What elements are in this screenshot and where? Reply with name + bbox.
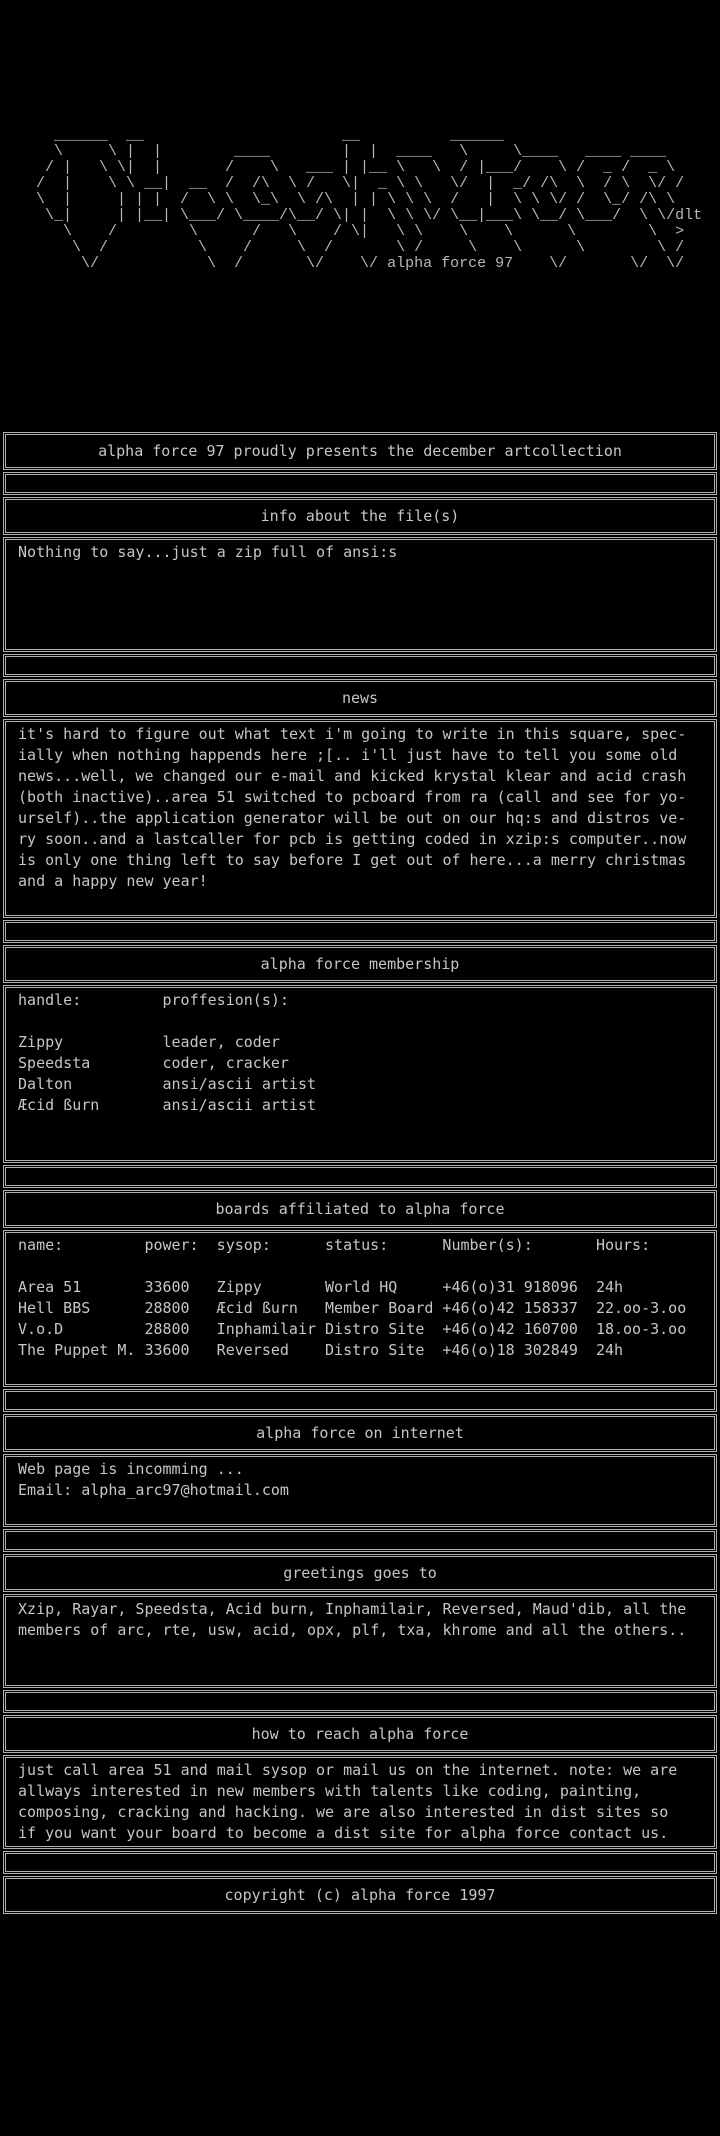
spacer-box	[3, 1389, 717, 1412]
reach-line: if you want your board to become a dist site for alpha force contact us.	[18, 1824, 669, 1842]
news-section-title-box	[3, 679, 717, 717]
blank-line	[9, 1662, 711, 1683]
internet-email-line: Email: alpha_arc97@hotmail.com	[18, 1481, 289, 1499]
board-hours: 18.oo-3.oo	[595, 1320, 687, 1338]
membership-row	[9, 1074, 711, 1095]
boards-header-status: status:	[325, 1236, 389, 1254]
board-status: Distro Site	[325, 1320, 425, 1338]
board-row	[9, 1298, 711, 1319]
internet-section-body-box	[3, 1454, 717, 1527]
info-section-title: info about the file(s)	[260, 507, 460, 525]
boards-section-title-box	[3, 1190, 717, 1228]
news-line: and a happy new year!	[18, 872, 208, 890]
board-number: +46(o)31 918096	[442, 1278, 578, 1296]
board-name: Area 51	[18, 1278, 82, 1296]
membership-header-row	[9, 990, 711, 1011]
boards-section-title: boards affiliated to alpha force	[215, 1200, 505, 1218]
nfo-page	[0, 128, 720, 2136]
membership-section-title-box	[3, 945, 717, 983]
content-boxes	[0, 432, 720, 1914]
blank-line	[9, 626, 711, 647]
board-sysop: Reversed	[216, 1341, 289, 1359]
board-sysop: Æcid ßurn	[216, 1299, 298, 1317]
ascii-logo-line: \ / \ / \ / \ / \ \ \ \ /	[0, 239, 685, 256]
membership-section-title: alpha force membership	[260, 955, 460, 973]
boards-header-name: name:	[18, 1236, 64, 1254]
board-row	[9, 1277, 711, 1298]
news-line: it's hard to figure out what text i'm going to write in this square, spec-	[18, 725, 687, 743]
board-power: 28800	[144, 1320, 190, 1338]
member-handle: Æcid ßurn	[18, 1096, 100, 1114]
blank-line	[9, 563, 711, 584]
member-proffesion: coder, cracker	[162, 1054, 289, 1072]
greetings-line: Xzip, Rayar, Speedsta, Acid burn, Inphamilair, Reversed, Maud'dib, all the	[18, 1600, 687, 1618]
presents-banner-text: alpha force 97 proudly presents the december artcollection	[98, 442, 622, 460]
board-number: +46(o)42 160700	[442, 1320, 578, 1338]
spacer-box	[3, 472, 717, 495]
info-body-text: Nothing to say...just a zip full of ansi:s	[18, 543, 398, 561]
blank-line	[9, 892, 711, 913]
news-line: news...well, we changed our e-mail and kicked krystal klear and acid crash	[18, 767, 687, 785]
blank-line	[9, 1641, 711, 1662]
ascii-logo-line: ______ __ __ ______	[0, 127, 505, 144]
member-handle: Speedsta	[18, 1054, 91, 1072]
info-section-title-box	[3, 497, 717, 535]
spacer-box	[3, 1165, 717, 1188]
board-hours: 22.oo-3.oo	[595, 1299, 687, 1317]
membership-row	[9, 1095, 711, 1116]
internet-section-title-box	[3, 1414, 717, 1452]
blank-line	[9, 605, 711, 626]
board-hours: 24h	[595, 1278, 624, 1296]
internet-section-title: alpha force on internet	[256, 1424, 464, 1442]
membership-row	[9, 1032, 711, 1053]
board-number: +46(o)18 302849	[442, 1341, 578, 1359]
news-line: is only one thing left to say before I get out of here...a merry christmas	[18, 851, 687, 869]
board-hours: 24h	[595, 1341, 624, 1359]
board-sysop: Inphamilair	[216, 1320, 317, 1338]
reach-line: allways interested in new members with talents like coding, painting,	[18, 1782, 642, 1800]
reach-section-body-box	[3, 1755, 717, 1849]
boards-header-number: Number(s):	[442, 1236, 533, 1254]
boards-header-hours: Hours:	[595, 1236, 651, 1254]
copyright-text: copyright (c) alpha force 1997	[224, 1886, 496, 1904]
reach-section-title: how to reach alpha force	[251, 1725, 469, 1743]
member-proffesion: ansi/ascii artist	[162, 1075, 317, 1093]
spacer-box	[3, 1690, 717, 1713]
board-row	[9, 1340, 711, 1361]
spacer-box	[3, 920, 717, 943]
member-handle: Zippy	[18, 1033, 64, 1051]
news-section-body-box	[3, 719, 717, 918]
ascii-logo-line: \_| | |__| \___/ \____/\__/ \| | \ \ \/ \__|___\ \__/ \___/ \ \/dlt	[0, 207, 703, 224]
boards-header-power: power:	[144, 1236, 199, 1254]
greetings-section-body-box	[3, 1594, 717, 1688]
board-row	[9, 1319, 711, 1340]
board-power: 33600	[144, 1341, 190, 1359]
member-proffesion: ansi/ascii artist	[162, 1096, 317, 1114]
news-line: ry soon..and a lastcaller for pcb is getting coded in xzip:s computer..now	[18, 830, 687, 848]
internet-line: Web page is incomming ...	[18, 1460, 244, 1478]
ascii-logo-line: \/ \ / \/ \/ alpha force 97 \/ \/ \/	[0, 255, 685, 272]
ascii-logo-line: / | \ \ __| __ / /\ \ / \| _ \ \ \/ | _/ /\ \ / \ \/ /	[0, 175, 685, 192]
membership-table-box	[3, 985, 717, 1163]
ascii-logo-line: \ \ | | ____ | | ____ \ \____ ____ ____	[0, 143, 667, 160]
board-sysop: Zippy	[216, 1278, 262, 1296]
membership-header-proffesion: proffesion(s):	[162, 991, 289, 1009]
blank-line	[9, 1501, 711, 1522]
board-name: The Puppet M.	[18, 1341, 136, 1359]
board-status: Member Board	[325, 1299, 434, 1317]
blank-line	[9, 584, 711, 605]
ascii-logo-line: \ / \ / \ / \| \ \ \ \ \ \ >	[0, 223, 685, 240]
news-section-title: news	[341, 689, 379, 707]
board-number: +46(o)42 158337	[442, 1299, 578, 1317]
board-power: 28800	[144, 1299, 190, 1317]
board-name: Hell BBS	[18, 1299, 91, 1317]
board-status: Distro Site	[325, 1341, 425, 1359]
spacer-box	[3, 654, 717, 677]
reach-line: just call area 51 and mail sysop or mail us on the internet. note: we are	[18, 1761, 678, 1779]
ascii-logo-line: \ | | | | / \ \ \_\ \ /\ | | \ \ \ / | \ \ \/ / \_/ /\ \	[0, 191, 676, 208]
boards-table-box	[3, 1230, 717, 1387]
boards-header-row	[9, 1235, 711, 1256]
ascii-logo-line: / | \ \| | / \ ___ | |__ \ \ / |___/ \ / _ / _ \	[0, 159, 676, 176]
membership-row	[9, 1053, 711, 1074]
reach-line: composing, cracking and hacking. we are also interested in dist sites so	[18, 1803, 669, 1821]
blank-line	[9, 1256, 711, 1277]
member-proffesion: leader, coder	[162, 1033, 280, 1051]
news-line: ially when nothing happends here ;[.. i'll just have to tell you some old	[18, 746, 678, 764]
reach-section-title-box	[3, 1715, 717, 1753]
blank-line	[9, 1361, 711, 1382]
news-line: (both inactive)..area 51 switched to pcboard from ra (call and see for yo-	[18, 788, 687, 806]
blank-line	[9, 1137, 711, 1158]
blank-line	[9, 1116, 711, 1137]
presents-banner-box	[3, 432, 717, 470]
news-line: urself)..the application generator will be out on our hq:s and distros ve-	[18, 809, 687, 827]
info-section-body-box	[3, 537, 717, 652]
spacer-box	[3, 1529, 717, 1552]
spacer-box	[3, 1851, 717, 1874]
membership-header-handle: handle:	[18, 991, 82, 1009]
board-name: V.o.D	[18, 1320, 64, 1338]
greetings-section-title: greetings goes to	[283, 1564, 437, 1582]
board-power: 33600	[144, 1278, 190, 1296]
ascii-logo	[0, 128, 720, 272]
member-handle: Dalton	[18, 1075, 73, 1093]
blank-line	[9, 1011, 711, 1032]
board-status: World HQ	[325, 1278, 398, 1296]
boards-header-sysop: sysop:	[216, 1236, 271, 1254]
copyright-box	[3, 1876, 717, 1914]
greetings-section-title-box	[3, 1554, 717, 1592]
greetings-line: members of arc, rte, usw, acid, opx, plf, txa, khrome and all the others..	[18, 1621, 687, 1639]
